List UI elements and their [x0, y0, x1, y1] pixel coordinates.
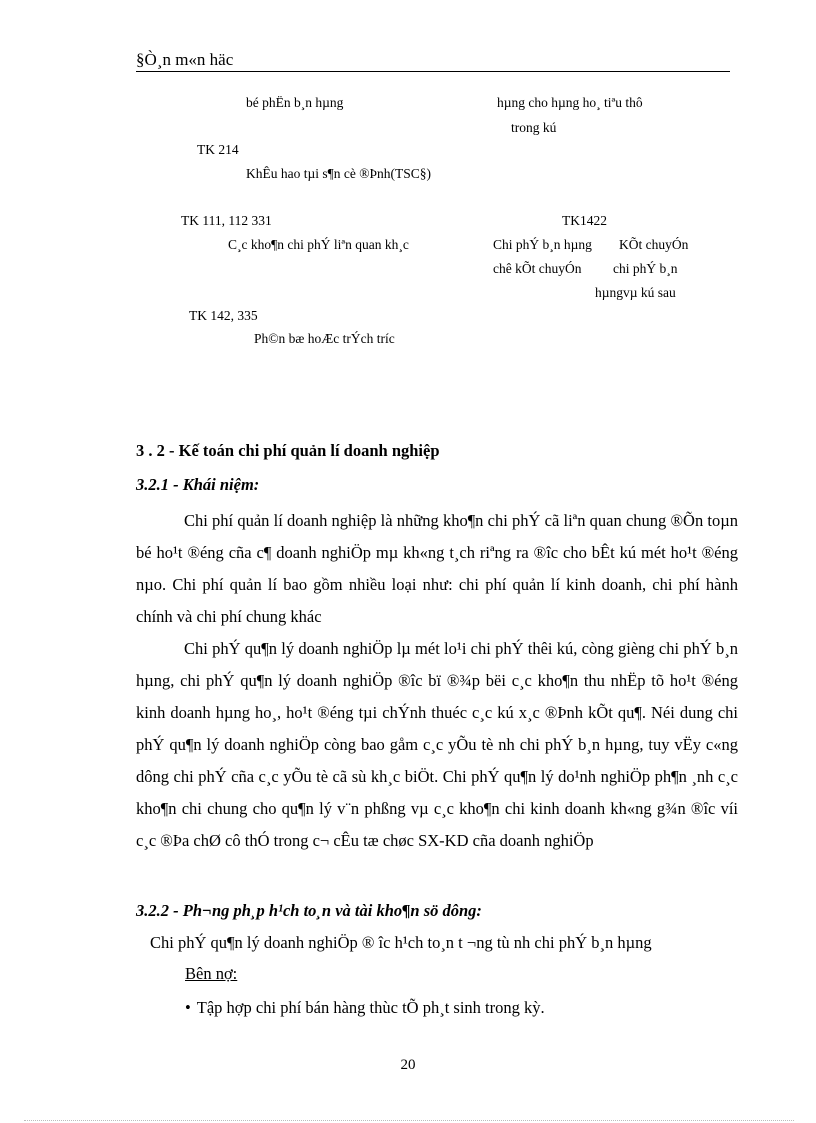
account-tk1422-desc-3: chê kÕt chuyÓn: [493, 261, 582, 276]
account-tk1422-desc-5: hµngvµ kú sau: [595, 285, 676, 300]
diagram-left-text-1: bé phËn b¸n hµng: [246, 95, 344, 110]
account-tk214-desc: KhÊu hao tµi s¶n cè ®Þnh(TSC§): [246, 166, 432, 181]
page-header-title: §Ò¸n m«n häc: [136, 50, 234, 69]
subsection-title-3-2-1: 3.2.1 - Khái niệm:: [136, 475, 260, 494]
diagram-right-text-1: hµng cho hµng ho¸ tiªu thô: [497, 95, 643, 110]
account-tk1422-desc-4: chi phÝ b¸n: [613, 261, 678, 276]
diagram-right-text-1b: trong kú: [511, 120, 557, 135]
paragraph-definition: Chi phí quản lí doanh nghiệp là những kho¶n chi phÝ cã liªn quan chung ®Õn toµn bé ho¹t ®éng cña c¶ doanh nghiÖp mµ kh«ng t¸ch riªng ra ®îc cho bÊt kú mét ho¹t ®éng nµo. Chi phí quản lí bao gồm nhiều loại như: chi phí quản lí kinh doanh, chi phí hành chính và chi phí chung khác: [136, 511, 738, 626]
header-rule: [136, 71, 730, 72]
account-tk142-desc: Ph©n bæ hoÆc trÝch tríc: [254, 331, 395, 346]
account-tk214: TK 214: [197, 142, 239, 157]
paragraph-details: Chi phÝ qu¶n lý doanh nghiÖp lµ mét lo¹i chi phÝ thêi kú, còng gièng chi phÝ b¸n hµng, chi phÝ qu¶n lý doanh nghiÖp ®îc bï ®¾p bëi c¸c kho¶n thu nhËp tõ ho¹t ®éng kinh doanh hµng ho¸, ho¹t ®éng tµi chÝnh thuéc c¸c kú x¸c ®Þnh kÕt qu¶. Néi dung chi phÝ qu¶n lý doanh nghiÖp còng bao gåm c¸c yÕu tè nh chi phÝ b¸n hµng, tuy vËy c«ng dông chi phÝ cña c¸c yÕu tè cã sù kh¸c biÖt. Chi phÝ qu¶n lý do¹nh nghiÖp ph¶n ¸nh c¸c kho¶n chi chung cho qu¶n lý v¨n phßng vµ c¸c kho¶n chi kinh doanh kh«ng g¾n ®îc víi c¸c ®Þa chØ cô thÓ trong c¬ cÊu tæ chøc SX-KD cña doanh nghiÖp: [136, 639, 738, 850]
method-line: Chi phÝ qu¶n lý doanh nghiÖp ® îc h¹ch to¸n t ¬ng tù nh chi phÝ b¸n hµng: [150, 933, 652, 952]
account-tk111: TK 111, 112 331: [181, 213, 272, 228]
footer-dotted-rule: [24, 1120, 794, 1121]
account-tk1422-desc-2: KÕt chuyÓn: [619, 237, 689, 252]
body-text-block: [136, 505, 738, 857]
account-tk111-desc: C¸c kho¶n chi phÝ liªn quan kh¸c: [228, 237, 409, 252]
subsection-title-3-2-2: 3.2.2 - Ph¬ng ph¸p h¹ch to¸n và tài kho¶n sö dông:: [136, 901, 482, 920]
account-tk1422-desc-1: Chi phÝ b¸n hµng: [493, 237, 592, 252]
debit-label: Bên nợ:: [185, 964, 238, 983]
account-tk1422: TK1422: [562, 213, 607, 228]
account-tk142: TK 142, 335: [189, 308, 258, 323]
bullet-item-text: Tập hợp chi phí bán hàng thùc tÕ ph¸t sinh trong kỳ.: [196, 998, 545, 1017]
page-number: 20: [400, 1057, 416, 1073]
section-title: 3 . 2 - Kế toán chi phí quản lí doanh nghiệp: [136, 441, 440, 460]
bullet-item: [185, 998, 545, 1018]
bullet-icon: •: [185, 998, 191, 1017]
